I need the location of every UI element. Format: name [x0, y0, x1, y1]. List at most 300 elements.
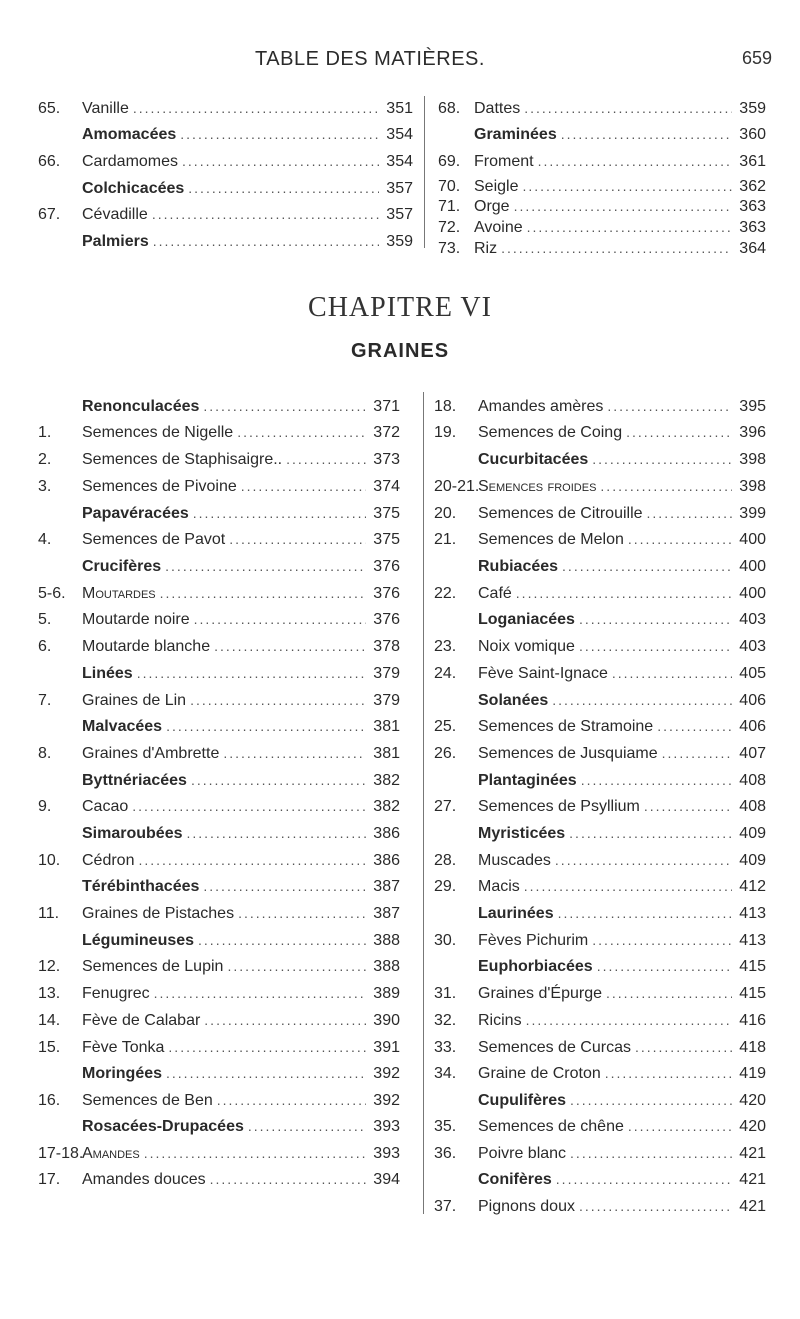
- entry-label: Moutardes: [82, 585, 156, 602]
- entry-page: 395: [739, 398, 766, 415]
- dot-leader: [562, 558, 732, 574]
- entry-page: 400: [739, 531, 766, 548]
- dot-leader: [592, 451, 732, 467]
- entry-label: Café: [478, 585, 512, 602]
- entry-page: 376: [373, 585, 400, 602]
- entry-number: 7.: [38, 692, 52, 709]
- dot-leader: [223, 745, 366, 761]
- entry-number: 24.: [434, 665, 457, 682]
- dot-leader: [237, 424, 366, 440]
- dot-leader: [137, 665, 366, 681]
- entry-label: Linées: [82, 665, 133, 682]
- toc-family-heading: [38, 825, 400, 849]
- toc-entry: [434, 1039, 766, 1063]
- entry-number: 15.: [38, 1039, 61, 1056]
- entry-page: 413: [739, 932, 766, 949]
- dot-leader: [579, 638, 732, 654]
- toc-entry: [38, 531, 400, 555]
- toc-entry: [38, 692, 400, 716]
- entry-page: 398: [739, 478, 766, 495]
- toc-entry: [38, 798, 400, 822]
- entry-label: Euphorbiacées: [478, 958, 593, 975]
- entry-label: Macis: [478, 878, 520, 895]
- toc-entry: [434, 398, 766, 422]
- entry-page: 406: [739, 692, 766, 709]
- dot-leader: [626, 424, 732, 440]
- dot-leader: [248, 1118, 366, 1134]
- dot-leader: [597, 958, 732, 974]
- entry-label: Semences de Pavot: [82, 531, 226, 548]
- entry-page: 420: [739, 1118, 766, 1135]
- entry-label: Muscades: [478, 852, 551, 869]
- entry-page: 386: [373, 852, 400, 869]
- entry-page: 386: [373, 825, 400, 842]
- entry-page: 364: [739, 240, 766, 257]
- entry-page: 418: [739, 1039, 766, 1056]
- entry-page: 361: [739, 153, 766, 170]
- entry-label: Poivre blanc: [478, 1145, 567, 1162]
- entry-label: Solanées: [478, 692, 549, 709]
- entry-page: 420: [739, 1092, 766, 1109]
- toc-family-heading: [434, 1092, 766, 1116]
- entry-page: 421: [739, 1198, 766, 1215]
- entry-page: 412: [739, 878, 766, 895]
- entry-number: 33.: [434, 1039, 457, 1056]
- entry-page: 351: [386, 100, 413, 117]
- entry-number: 14.: [38, 1012, 61, 1029]
- entry-number: 2.: [38, 451, 52, 468]
- entry-number: 6.: [38, 638, 52, 655]
- entry-label: Laurinées: [478, 905, 554, 922]
- entry-label: Cacao: [82, 798, 129, 815]
- entry-number: 65.: [38, 100, 61, 117]
- toc-family-heading: [434, 611, 766, 635]
- entry-label: Vanille: [82, 100, 129, 117]
- entry-label: Semences de Nigelle: [82, 424, 234, 441]
- toc-entry: [434, 478, 766, 502]
- entry-page: 415: [739, 958, 766, 975]
- entry-number: 35.: [434, 1118, 457, 1135]
- entry-number: 70.: [438, 178, 461, 195]
- entry-page: 374: [373, 478, 400, 495]
- entry-label: Conifères: [478, 1171, 552, 1188]
- entry-page: 387: [373, 905, 400, 922]
- entry-page: 396: [739, 424, 766, 441]
- toc-family-heading: [38, 878, 400, 902]
- entry-number: 66.: [38, 153, 61, 170]
- entry-page: 363: [739, 198, 766, 215]
- entry-label: Semences de Lupin: [82, 958, 224, 975]
- toc-entry: [434, 1145, 766, 1169]
- toc-family-heading: [434, 1171, 766, 1195]
- toc-entry: [434, 424, 766, 448]
- dot-leader: [214, 638, 366, 654]
- entry-label: Graines d'Épurge: [478, 985, 603, 1002]
- entry-page: 379: [373, 665, 400, 682]
- dot-leader: [165, 558, 366, 574]
- entry-label: Moutarde blanche: [82, 638, 211, 655]
- dot-leader: [607, 398, 732, 414]
- entry-number: 67.: [38, 206, 61, 223]
- dot-leader: [166, 718, 366, 734]
- entry-label: Légumineuses: [82, 932, 195, 949]
- entry-page: 406: [739, 718, 766, 735]
- entry-label: Simaroubées: [82, 825, 183, 842]
- entry-page: 373: [373, 451, 400, 468]
- toc-entry: [434, 745, 766, 769]
- entry-page: 360: [739, 126, 766, 143]
- toc-entry: [434, 878, 766, 902]
- toc-entry: [38, 478, 400, 502]
- entry-label: Graminées: [474, 126, 557, 143]
- chapter-heading: CHAPITRE VI: [308, 292, 492, 323]
- dot-leader: [191, 772, 366, 788]
- entry-page: 376: [373, 611, 400, 628]
- entry-label: Froment: [474, 153, 534, 170]
- entry-label: Térébinthacées: [82, 878, 200, 895]
- toc-entry: [434, 638, 766, 662]
- entry-page: 388: [373, 958, 400, 975]
- toc-entry: [38, 1039, 400, 1063]
- entry-page: 390: [373, 1012, 400, 1029]
- entry-page: 416: [739, 1012, 766, 1029]
- entry-label: Semences de Curcas: [478, 1039, 631, 1056]
- toc-family-heading: [434, 772, 766, 796]
- toc-family-heading: [38, 505, 400, 529]
- entry-label: Semences de Pivoine: [82, 478, 237, 495]
- toc-family-heading: [38, 398, 400, 422]
- dot-leader: [186, 825, 366, 841]
- toc-entry: [38, 1012, 400, 1036]
- entry-page: 393: [373, 1145, 400, 1162]
- entry-label: Avoine: [474, 219, 523, 236]
- entry-page: 392: [373, 1092, 400, 1109]
- dot-leader: [210, 1171, 366, 1187]
- toc-family-heading: [38, 1065, 400, 1089]
- dot-leader: [569, 825, 732, 841]
- entry-number: 71.: [438, 198, 461, 215]
- entry-label: Rubiacées: [478, 558, 559, 575]
- entry-number: 8.: [38, 745, 52, 762]
- entry-number: 1.: [38, 424, 52, 441]
- entry-label: Papavéracées: [82, 505, 189, 522]
- dot-leader: [229, 531, 366, 547]
- entry-number: 28.: [434, 852, 457, 869]
- entry-number: 27.: [434, 798, 457, 815]
- entry-number: 18.: [434, 398, 457, 415]
- entry-label: Cévadille: [82, 206, 148, 223]
- entry-page: 408: [739, 798, 766, 815]
- toc-left-column: [38, 0, 400, 1319]
- entry-page: 354: [386, 126, 413, 143]
- dot-leader: [194, 611, 366, 627]
- toc-entry: [38, 585, 400, 609]
- entry-label: Amomacées: [82, 126, 177, 143]
- dot-leader: [516, 585, 732, 601]
- dot-leader: [592, 932, 732, 948]
- entry-page: 392: [373, 1065, 400, 1082]
- entry-label: Semences froides: [478, 478, 597, 495]
- dot-leader: [524, 878, 732, 894]
- entry-label: Colchicacées: [82, 180, 185, 197]
- entry-number: 73.: [438, 240, 461, 257]
- entry-number: 17.: [38, 1171, 61, 1188]
- entry-page: 421: [739, 1171, 766, 1188]
- toc-entry: [434, 1012, 766, 1036]
- entry-label: Fève de Calabar: [82, 1012, 201, 1029]
- toc-entry: [434, 531, 766, 555]
- entry-number: 4.: [38, 531, 52, 548]
- dot-leader: [605, 1065, 732, 1081]
- entry-page: 357: [386, 180, 413, 197]
- entry-number: 29.: [434, 878, 457, 895]
- dot-leader: [241, 478, 366, 494]
- page-number: 659: [742, 48, 773, 68]
- dot-leader: [570, 1145, 732, 1161]
- entry-number: 5.: [38, 611, 52, 628]
- toc-family-heading: [434, 692, 766, 716]
- entry-page: 376: [373, 558, 400, 575]
- entry-label: Cardamomes: [82, 153, 179, 170]
- dot-leader: [635, 1039, 732, 1055]
- entry-number: 22.: [434, 585, 457, 602]
- entry-number: 72.: [438, 219, 461, 236]
- toc-family-heading: [434, 958, 766, 982]
- entry-page: 403: [739, 638, 766, 655]
- entry-number: 19.: [434, 424, 457, 441]
- running-title: TABLE DES MATIÈRES.: [255, 48, 485, 70]
- entry-number: 20.: [434, 505, 457, 522]
- toc-family-heading: [38, 665, 400, 689]
- entry-label: Graines d'Ambrette: [82, 745, 220, 762]
- entry-page: 381: [373, 745, 400, 762]
- toc-entry: [434, 852, 766, 876]
- dot-leader: [526, 1012, 732, 1028]
- entry-label: Dattes: [474, 100, 521, 117]
- toc-entry: [38, 451, 400, 475]
- entry-page: 354: [386, 153, 413, 170]
- entry-page: 382: [373, 772, 400, 789]
- entry-label: Fèves Pichurim: [478, 932, 589, 949]
- entry-label: Plantaginées: [478, 772, 577, 789]
- toc-family-heading: [434, 558, 766, 582]
- entry-page: 375: [373, 531, 400, 548]
- entry-page: 393: [373, 1118, 400, 1135]
- entry-number: 13.: [38, 985, 61, 1002]
- section-heading: GRAINES: [350, 340, 450, 362]
- dot-leader: [657, 718, 732, 734]
- dot-leader: [606, 985, 732, 1001]
- toc-entry: [434, 718, 766, 742]
- entry-label: Moringées: [82, 1065, 163, 1082]
- entry-label: Myristicées: [478, 825, 566, 842]
- entry-number: 20-21.: [434, 478, 480, 495]
- dot-leader: [227, 958, 366, 974]
- dot-leader: [203, 398, 366, 414]
- entry-number: 10.: [38, 852, 61, 869]
- dot-leader: [644, 798, 732, 814]
- entry-label: Byttnériacées: [82, 772, 187, 789]
- dot-leader: [198, 932, 366, 948]
- entry-number: 16.: [38, 1092, 61, 1109]
- toc-right-column: [434, 0, 766, 1319]
- entry-page: 409: [739, 852, 766, 869]
- toc-entry: [38, 1092, 400, 1116]
- dot-leader: [558, 905, 732, 921]
- entry-label: Fève Saint-Ignace: [478, 665, 608, 682]
- column-divider-main: [423, 392, 424, 1214]
- dot-leader: [662, 745, 732, 761]
- entry-page: 382: [373, 798, 400, 815]
- entry-label: Cupulifères: [478, 1092, 567, 1109]
- toc-entry: [434, 505, 766, 529]
- entry-page: 372: [373, 424, 400, 441]
- dot-leader: [555, 852, 732, 868]
- entry-page: 371: [373, 398, 400, 415]
- toc-entry: [434, 985, 766, 1009]
- dot-leader: [132, 798, 366, 814]
- entry-label: Graines de Pistaches: [82, 905, 235, 922]
- entry-number: 21.: [434, 531, 457, 548]
- entry-page: 400: [739, 585, 766, 602]
- entry-number: 23.: [434, 638, 457, 655]
- entry-page: 379: [373, 692, 400, 709]
- entry-number: 32.: [434, 1012, 457, 1029]
- toc-family-heading: [38, 1118, 400, 1142]
- toc-family-heading: [38, 932, 400, 956]
- entry-page: 359: [739, 100, 766, 117]
- toc-family-heading: [38, 772, 400, 796]
- entry-number: 31.: [434, 985, 457, 1002]
- dot-leader: [217, 1092, 366, 1108]
- toc-entry: [38, 1145, 400, 1169]
- dot-leader: [628, 531, 732, 547]
- dot-leader: [600, 478, 732, 494]
- entry-label: Semences de Citrouille: [478, 505, 643, 522]
- entry-label: Cucurbitacées: [478, 451, 589, 468]
- entry-page: 415: [739, 985, 766, 1002]
- entry-page: 413: [739, 905, 766, 922]
- entry-page: 399: [739, 505, 766, 522]
- entry-number: 34.: [434, 1065, 457, 1082]
- entry-label: Crucifères: [82, 558, 162, 575]
- toc-family-heading: [38, 718, 400, 742]
- entry-page: 389: [373, 985, 400, 1002]
- dot-leader: [579, 1198, 732, 1214]
- entry-page: 398: [739, 451, 766, 468]
- entry-page: 421: [739, 1145, 766, 1162]
- toc-entry: [38, 905, 400, 929]
- entry-label: Noix vomique: [478, 638, 575, 655]
- dot-leader: [579, 611, 732, 627]
- entry-label: Fève Tonka: [82, 1039, 165, 1056]
- entry-label: Semences de Jusquiame: [478, 745, 658, 762]
- entry-label: Seigle: [474, 178, 519, 195]
- entry-number: 25.: [434, 718, 457, 735]
- entry-number: 30.: [434, 932, 457, 949]
- entry-page: 362: [739, 178, 766, 195]
- entry-number: 68.: [438, 100, 461, 117]
- entry-page: 359: [386, 233, 413, 250]
- dot-leader: [647, 505, 732, 521]
- entry-page: 387: [373, 878, 400, 895]
- toc-entry: [38, 745, 400, 769]
- entry-label: Semences de Psyllium: [478, 798, 640, 815]
- entry-label: Semences de Coing: [478, 424, 623, 441]
- entry-label: Semences de Staphisaigre..: [82, 451, 283, 468]
- toc-family-heading: [434, 825, 766, 849]
- entry-label: Orge: [474, 198, 510, 215]
- entry-number: 36.: [434, 1145, 457, 1162]
- entry-label: Amandes amères: [478, 398, 604, 415]
- entry-page: 409: [739, 825, 766, 842]
- dot-leader: [168, 1039, 366, 1055]
- entry-number: 5-6.: [38, 585, 66, 602]
- dot-leader: [193, 505, 366, 521]
- dot-leader: [154, 985, 366, 1001]
- toc-family-heading: [434, 451, 766, 475]
- entry-label: Malvacées: [82, 718, 163, 735]
- dot-leader: [190, 692, 366, 708]
- entry-label: Palmiers: [82, 233, 149, 250]
- dot-leader: [160, 585, 366, 601]
- toc-entry: [434, 1065, 766, 1089]
- entry-page: 381: [373, 718, 400, 735]
- entry-number: 26.: [434, 745, 457, 762]
- toc-entry: [434, 932, 766, 956]
- entry-label: Renonculacées: [82, 398, 200, 415]
- entry-label: Amandes douces: [82, 1171, 206, 1188]
- entry-label: Moutarde noire: [82, 611, 190, 628]
- entry-page: 357: [386, 206, 413, 223]
- toc-entry: [434, 665, 766, 689]
- entry-page: 400: [739, 558, 766, 575]
- entry-page: 407: [739, 745, 766, 762]
- dot-leader: [203, 878, 366, 894]
- toc-entry: [434, 798, 766, 822]
- entry-page: 394: [373, 1171, 400, 1188]
- dot-leader: [628, 1118, 732, 1134]
- entry-number: 11.: [38, 905, 60, 922]
- dot-leader: [556, 1171, 732, 1187]
- toc-entry: [38, 638, 400, 662]
- dot-leader: [570, 1092, 732, 1108]
- entry-page: 375: [373, 505, 400, 522]
- toc-entry: [38, 424, 400, 448]
- entry-page: 391: [373, 1039, 400, 1056]
- entry-label: Cédron: [82, 852, 135, 869]
- entry-label: Riz: [474, 240, 498, 257]
- toc-entry: [38, 852, 400, 876]
- entry-label: Ricins: [478, 1012, 522, 1029]
- toc-family-heading: [38, 558, 400, 582]
- toc-entry: [38, 985, 400, 1009]
- entry-label: Fenugrec: [82, 985, 150, 1002]
- toc-entry: [434, 1198, 766, 1222]
- dot-leader: [552, 692, 732, 708]
- toc-entry: [434, 1118, 766, 1142]
- entry-label: Pignons doux: [478, 1198, 575, 1215]
- entry-label: Graine de Croton: [478, 1065, 601, 1082]
- entry-number: 3.: [38, 478, 52, 495]
- entry-page: 388: [373, 932, 400, 949]
- toc-family-heading: [434, 905, 766, 929]
- entry-page: 408: [739, 772, 766, 789]
- entry-number: 12.: [38, 958, 61, 975]
- entry-page: 378: [373, 638, 400, 655]
- entry-number: 37.: [434, 1198, 457, 1215]
- toc-entry: [38, 958, 400, 982]
